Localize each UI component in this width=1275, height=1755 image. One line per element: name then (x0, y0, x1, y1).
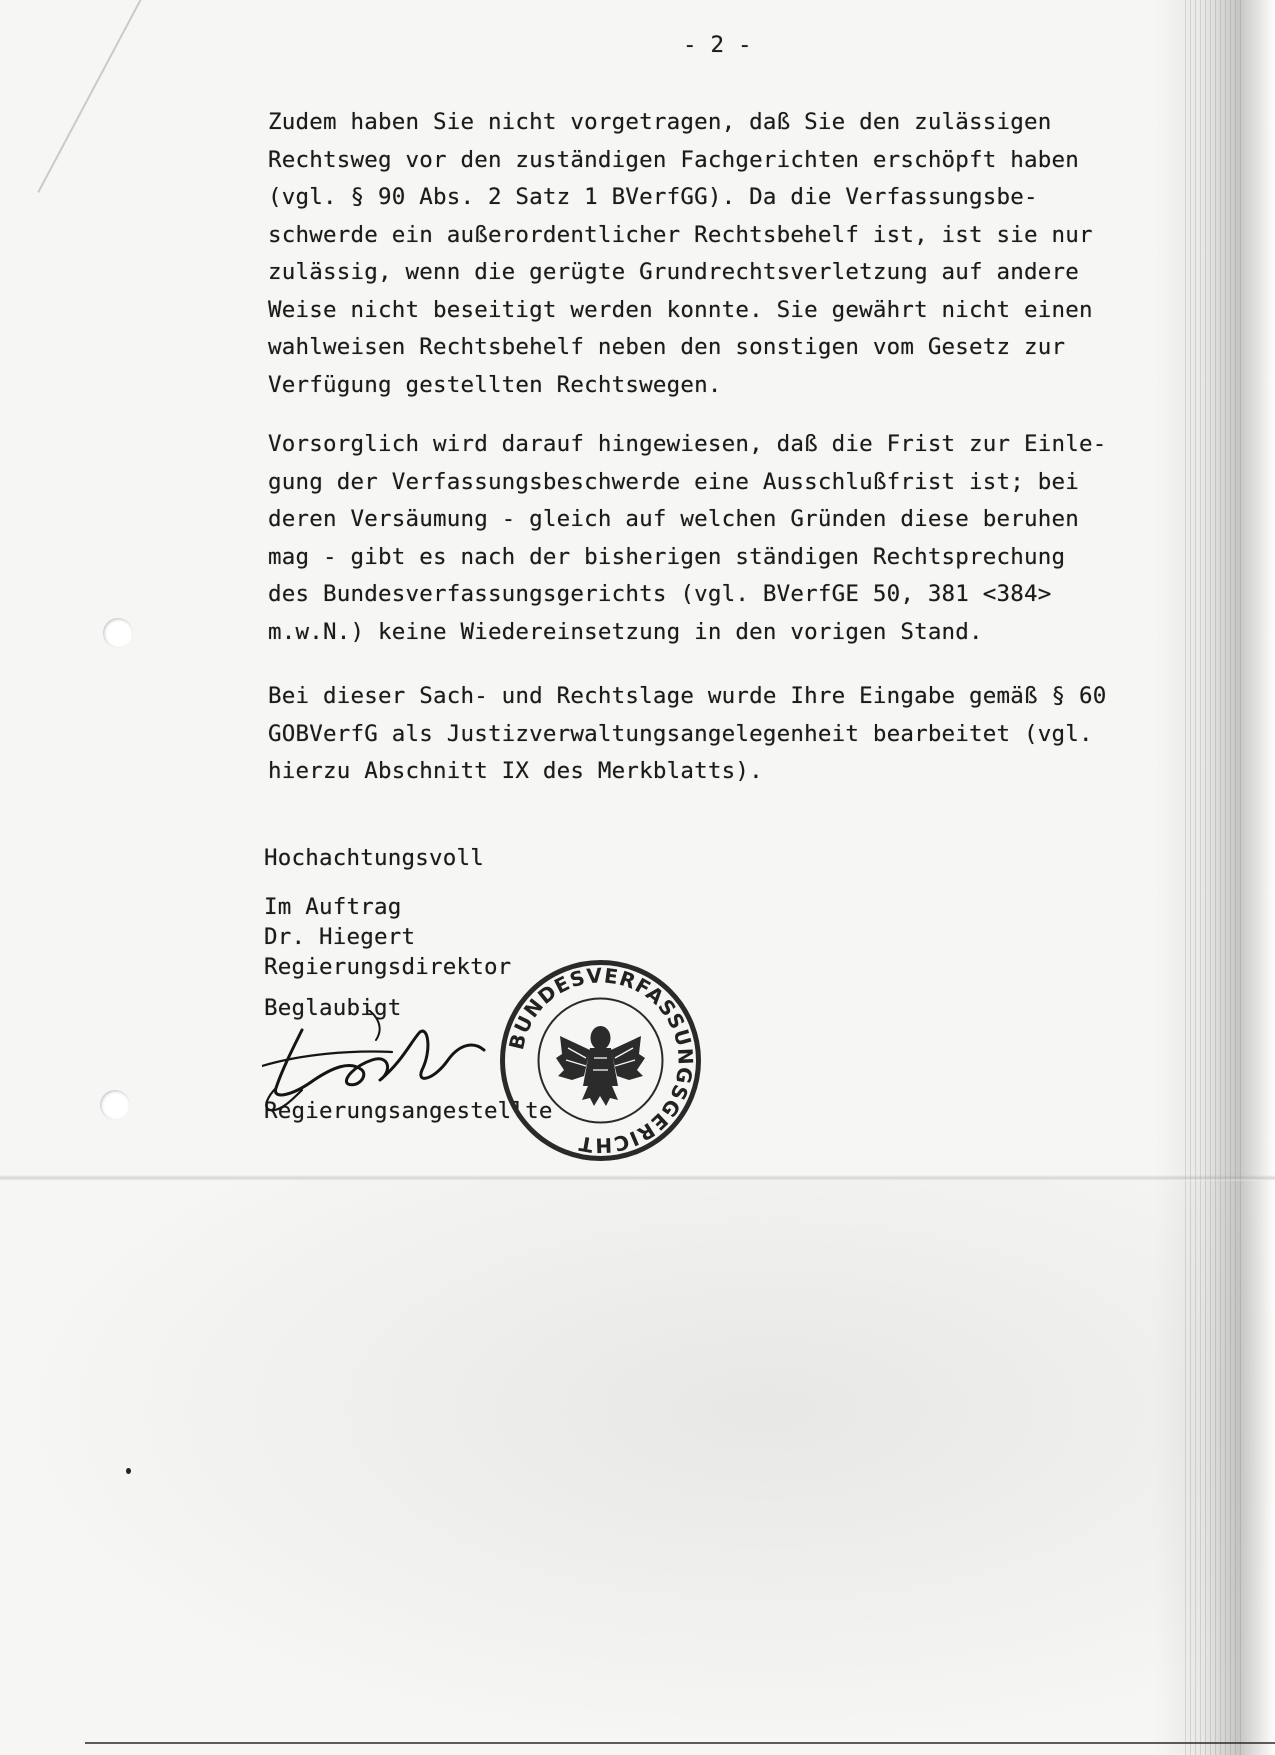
certifier-title: Regierungsangestellte (264, 1098, 553, 1124)
punch-hole-bottom (100, 1090, 130, 1120)
on-behalf-line: Im Auftrag (264, 894, 402, 920)
paper-fold (0, 1175, 1275, 1181)
svg-text:BUNDESVERFASSUNGSGERICHT: BUNDESVERFASSUNGSGERICHT (504, 963, 698, 1158)
paragraph-legal-remedy (268, 104, 1093, 404)
paragraph-administrative-handling (268, 678, 1107, 791)
toner-speck (126, 1468, 131, 1474)
bottom-edge-line (85, 1742, 1275, 1744)
text-line: Verfügung gestellten Rechtswegen. (268, 371, 722, 398)
text-line: deren Versäumung - gleich auf welchen Gründen diese beruhen (268, 506, 1080, 532)
text-line: GOBVerfG als Justizverwaltungsangelegenheit bearbeitet (vgl. (268, 720, 1093, 747)
certified-label: Beglaubigt (264, 995, 402, 1021)
signer-name: Dr. Hiegert (264, 924, 416, 950)
paragraph-deadline-notice (268, 426, 1107, 651)
text-line: wahlweisen Rechtsbehelf neben den sonstigen vom Gesetz zur (268, 334, 1066, 360)
text-line: Bei dieser Sach- und Rechtslage wurde Ihre Eingabe gemäß § 60 (268, 683, 1107, 709)
paper-crease (37, 0, 151, 193)
photocopy-edge-lines (1185, 0, 1245, 1755)
text-line: Weise nicht beseitigt werden konnte. Sie gewährt nicht einen (268, 296, 1093, 323)
punch-hole-top (103, 618, 133, 648)
page-number: - 2 - (683, 32, 752, 58)
text-line: zulässig, wenn die gerügte Grundrechtsverletzung auf andere (268, 259, 1080, 285)
photocopy-shading (0, 1180, 1275, 1755)
closing-salutation (264, 843, 484, 874)
salutation: Hochachtungsvoll (264, 845, 484, 871)
text-line: Vorsorglich wird darauf hingewiesen, daß die Frist zur Einle- (268, 431, 1107, 457)
text-line: mag - gibt es nach der bisherigen ständigen Rechtsprechung (268, 543, 1066, 570)
text-line: gung der Verfassungsbeschwerde eine Ausschlußfrist ist; bei (268, 468, 1080, 495)
handwritten-signature (262, 1010, 522, 1120)
signer-title: Regierungsdirektor (264, 954, 512, 980)
text-line: (vgl. § 90 Abs. 2 Satz 1 BVerfGG). Da die Verfassungsbe- (268, 184, 1038, 210)
signature-block (264, 892, 511, 983)
text-line: des Bundesverfassungsgerichts (vgl. BVerfGE 50, 381 <384> (268, 581, 1052, 607)
text-line: m.w.N.) keine Wiedereinsetzung in den vorigen Stand. (268, 618, 983, 645)
text-line: Rechtsweg vor den zuständigen Fachgerichten erschöpft haben (268, 146, 1080, 173)
text-line: schwerde ein außerordentlicher Rechtsbehelf ist, ist sie nur (268, 221, 1093, 248)
text-line: Zudem haben Sie nicht vorgetragen, daß Sie den zulässigen (268, 109, 1052, 135)
text-line: hierzu Abschnitt IX des Merkblatts). (268, 758, 763, 784)
court-seal (498, 958, 703, 1163)
